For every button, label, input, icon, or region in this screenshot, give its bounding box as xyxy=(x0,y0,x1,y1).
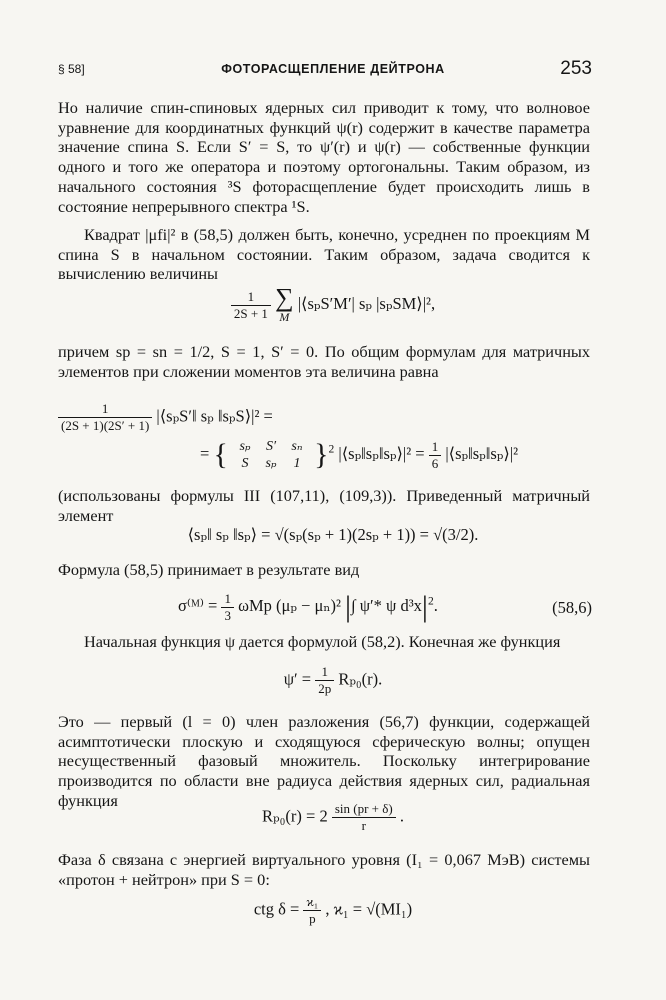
eq1-fraction: $\frac{1}{2S + 1}$ xyxy=(231,290,271,321)
eq2b-fraction: $\frac{1}{6}$ xyxy=(429,440,442,471)
equation-2b: = { sₚ S′ sₙ S sₚ 1 }$^2$ |⟨sₚ‖sₚ‖sₚ⟩|² = $\frac{1}{6}$ |⟨sₚ‖sₚ‖sₚ⟩|² xyxy=(200,438,519,471)
eq2-fraction: $\frac{1}{(2S + 1)(2S' + 1)}$ xyxy=(58,402,152,433)
equation-7: ctg δ = $\frac{\text{ϰ₁}}{p}$ , ϰ₁ = √(MI₁) xyxy=(253,894,413,926)
equation-3: ⟨sₚ‖ sₚ ‖sₚ⟩ = √(sₚ(sₚ + 1)(2sₚ + 1)) = √(3/2). xyxy=(187,525,479,544)
paragraph-6: Начальная функция ψ дается формулой (58,2). Конечная же функция xyxy=(84,632,561,651)
section-label: § 58] xyxy=(58,62,85,76)
paragraph-5: Формула (58,5) принимает в результате вид xyxy=(58,560,360,579)
eq4-integral: ∫ ψ′* ψ d³x xyxy=(351,595,422,615)
equation-2 xyxy=(58,402,273,433)
summation-sign: ∑ M xyxy=(275,283,294,324)
eq7-fraction: $\frac{\text{ϰ₁}}{p}$ xyxy=(303,895,321,926)
eq1-body: |⟨sₚS′M′| sₚ |sₚSM⟩|², xyxy=(297,293,436,313)
page-number: 253 xyxy=(560,58,592,79)
equation-4: σ⁽ᴹ⁾ = $\frac{1}{3}$ ωMp (μₚ − μₙ)² |∫ ψ′* ψ $d^3x|^2$. xyxy=(178,590,438,623)
equation-6: Rₚ₀(r) = 2 $\frac{\sin (pr + \delta)}{r}$ . xyxy=(262,801,404,833)
equation-5: ψ′ = $\frac{1}{2p}$ Rₚ₀(r). xyxy=(283,664,383,696)
eq6-fraction: $\frac{\sin (pr + \delta)}{r}$ xyxy=(332,802,396,833)
paragraph-1: Но наличие спин-спиновых ядерных сил приводит к тому, что волновое уравнение для координатных функций ψ(r) содержит в качестве параметра значение спина S. Если S′ = S, то ψ′(r) и ψ(r) — собственные функции одного и того же оператора и поэтому ортогональны. Таким образом, из начального состояния ³S фоторасщепление будет происходить лишь в состояние непрерывного спектра ¹S. xyxy=(58,98,590,216)
paragraph-3: причем sp = sn = 1/2, S = 1, S′ = 0. По общим формулам для матричных элементов при сложении моментов эта величина равна xyxy=(58,342,590,381)
equation-1 xyxy=(0,283,666,324)
paragraph-8: Фаза δ связана с энергией виртуального уровня (I₁ = 0,067 МэВ) системы «протон + нейтрон» при S = 0: xyxy=(58,850,590,889)
six-j-symbol: sₚ S′ sₙ S sₚ 1 xyxy=(239,439,303,471)
eq4-fraction: $\frac{1}{3}$ xyxy=(221,592,234,623)
running-title: ФОТОРАСЩЕПЛЕНИЕ ДЕЙТРОНА xyxy=(221,62,445,76)
equation-number: (58,6) xyxy=(552,598,592,617)
paragraph-7: Это — первый (l = 0) член разложения (56,7) функции, содержащей асимптотически плоскую и сходящуюся сферическую волны; опущен несущественный фазовый множитель. Поскольку интегрирование производится по области вне радиуса действия ядерных сил, радиальная функция xyxy=(58,712,590,810)
paragraph-2: Квадрат |μfi|² в (58,5) должен быть, конечно, усреднен по проекциям M спина S в начальном состоянии. Таким образом, задача сводится к вычислению величины xyxy=(58,225,590,284)
eq5-fraction: $\frac{1}{2p}$ xyxy=(315,665,334,696)
paragraph-4: (использованы формулы III (107,11), (109,3)). Приведенный матричный элемент xyxy=(58,486,590,525)
eq2-body: |⟨sₚS′‖ sₚ ‖sₚS⟩|² = xyxy=(156,406,273,426)
